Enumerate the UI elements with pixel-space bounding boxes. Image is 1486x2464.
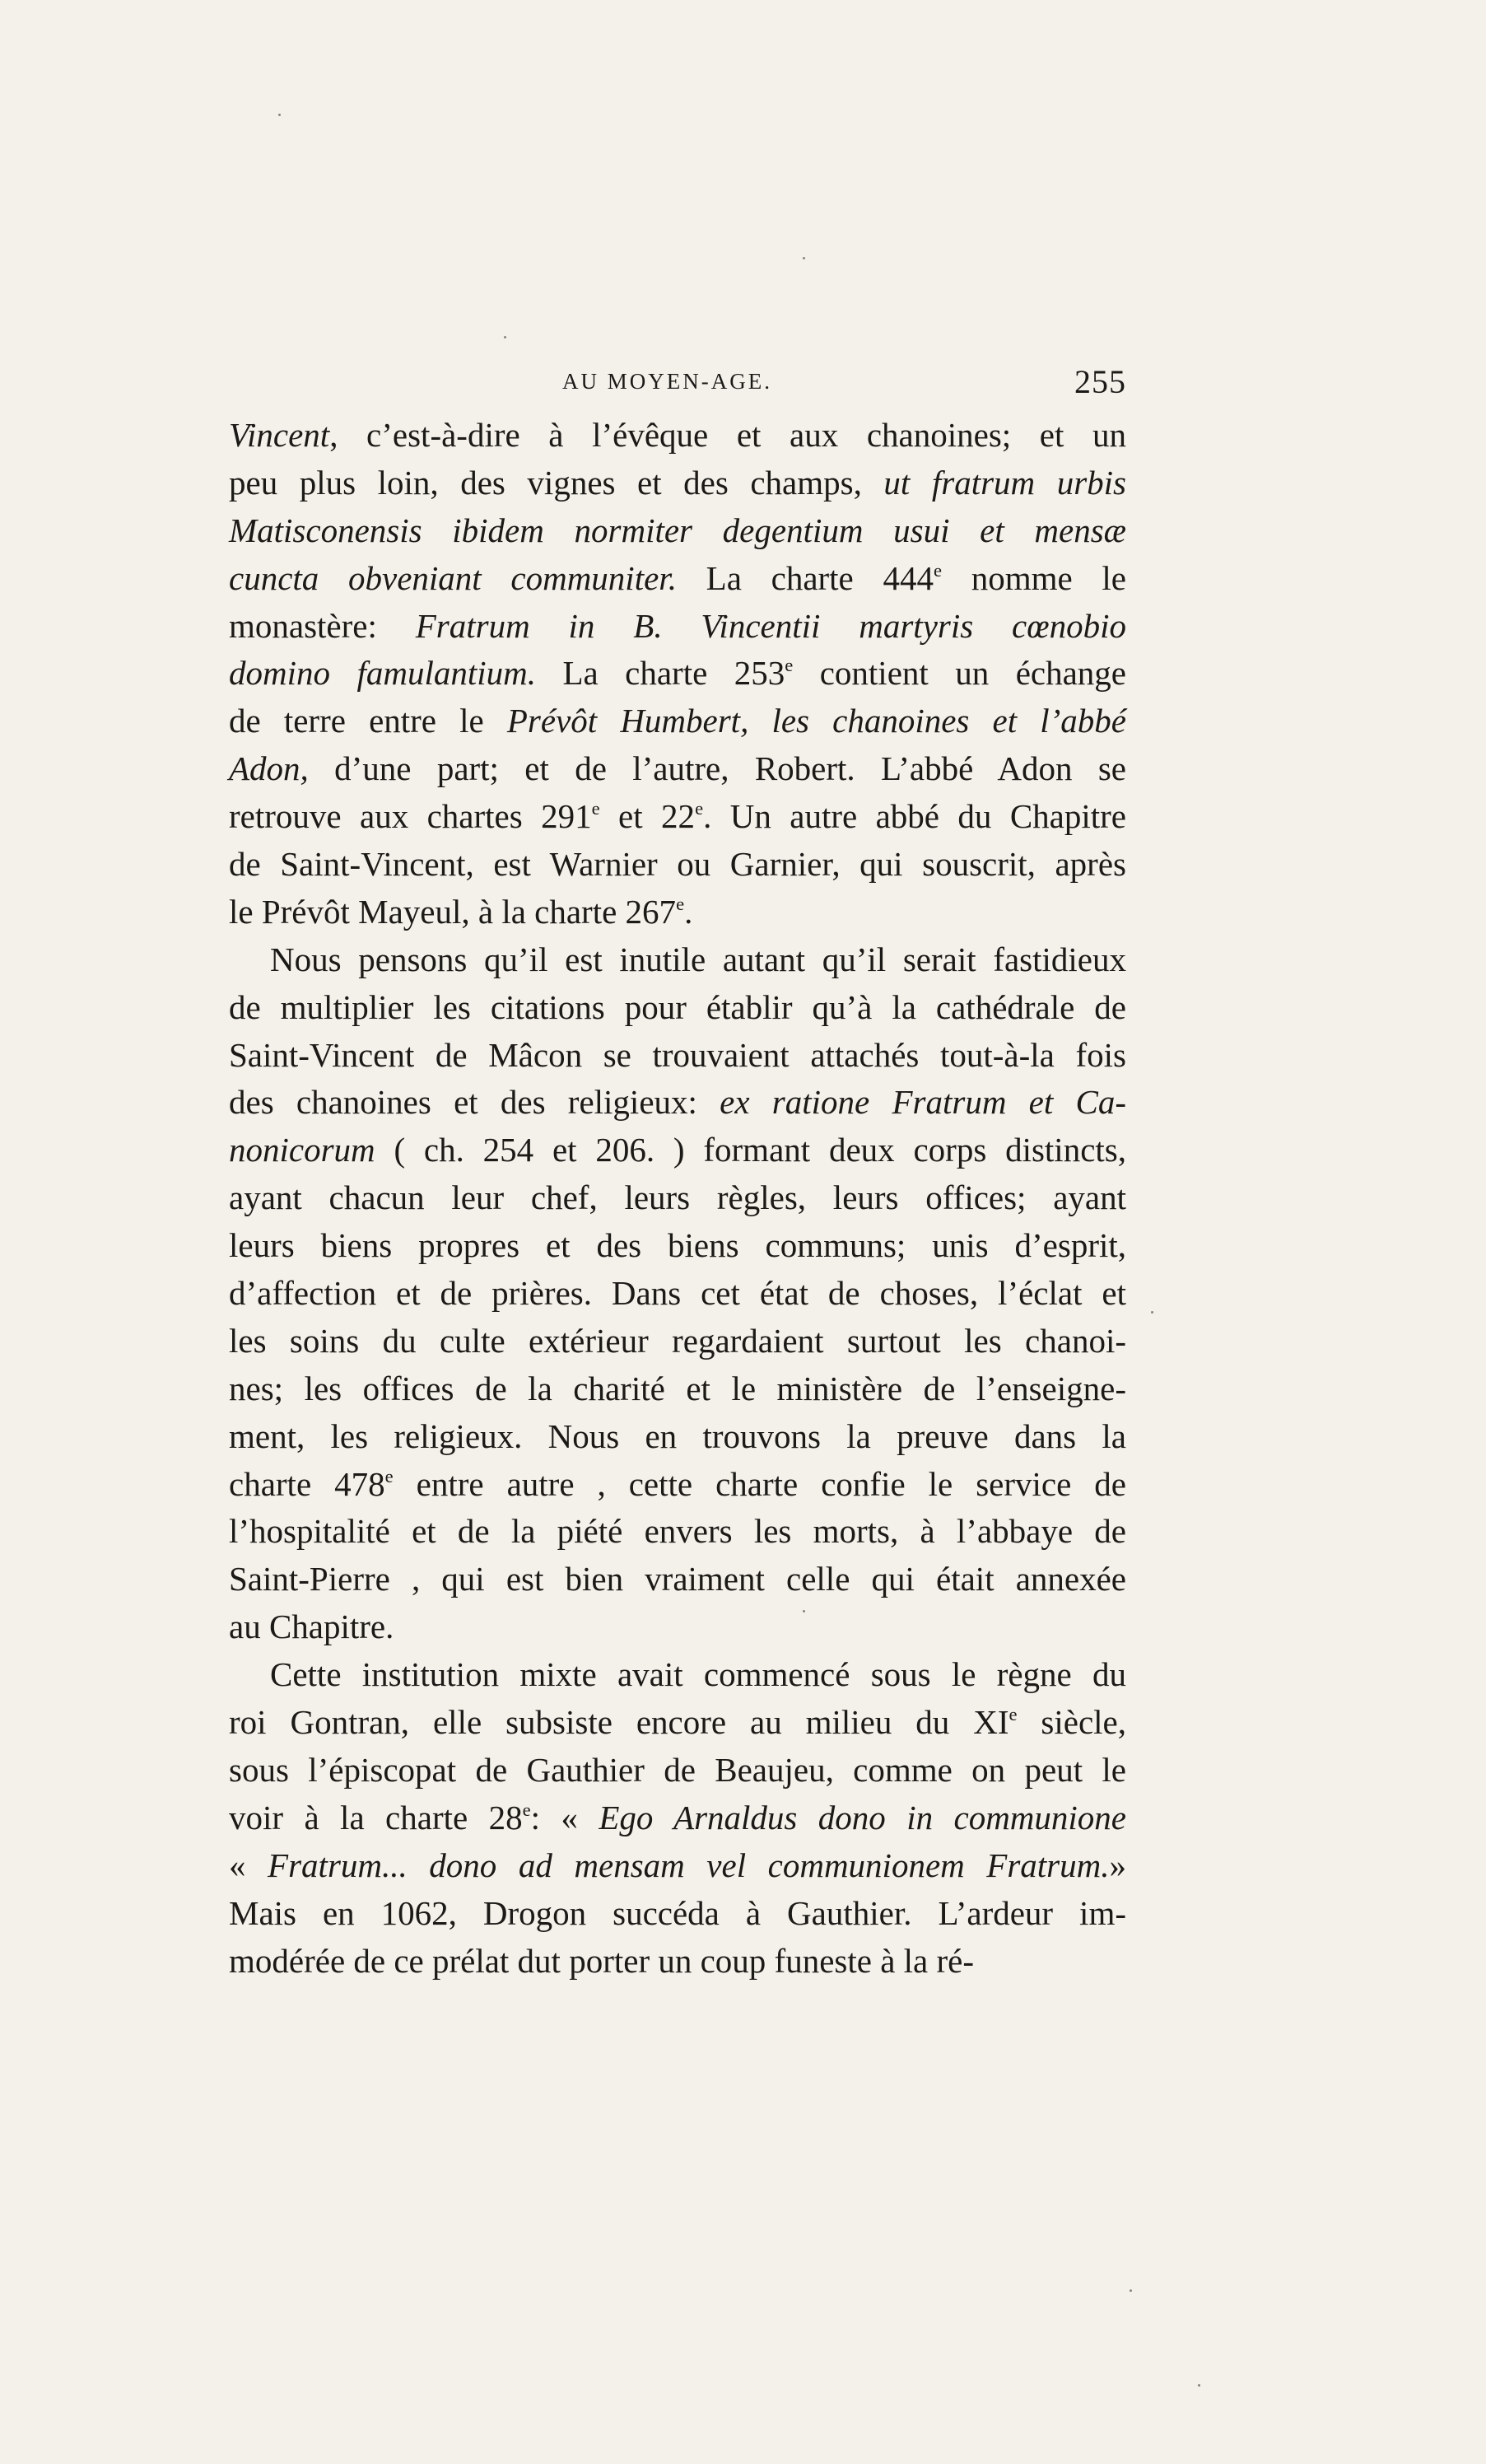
text-segment: La charte 253	[536, 654, 785, 693]
text-segment: La charte 444	[676, 558, 934, 597]
text-line	[229, 507, 1126, 555]
text-segment: voir à la charte 28	[229, 1798, 523, 1836]
ordinal-superscript: e	[591, 798, 600, 819]
text-line	[229, 889, 1126, 936]
latin-quotation: nonicorum	[229, 1131, 375, 1169]
text-line	[229, 603, 1126, 651]
latin-quotation: ex ratione Fratrum et Ca-	[720, 1083, 1126, 1122]
text-line	[229, 745, 1126, 793]
latin-quotation: Matisconensis ibidem normiter degentium usui et mensæ	[229, 511, 1126, 549]
paragraph	[229, 936, 1126, 1651]
text-segment: Nous pensons qu’il est inutile autant qu’il serait fastidieux	[270, 940, 1126, 978]
text-segment: Mais en 1062, Drogon succéda à Gauthier. L’ardeur im-	[229, 1893, 1126, 1932]
text-segment: Saint-Vincent de Mâcon se trouvaient attachés tout-à-la fois	[229, 1035, 1126, 1074]
running-head	[229, 362, 1126, 412]
text-line	[229, 793, 1126, 841]
text-line	[229, 984, 1126, 1032]
text-segment: l’hospitalité et de la piété envers les morts, à l’abbaye de	[229, 1512, 1126, 1551]
paper-speck	[1151, 1311, 1153, 1314]
text-segment: retrouve aux chartes 291	[229, 797, 592, 836]
text-line	[229, 1032, 1126, 1080]
paper-speck	[803, 257, 805, 259]
text-segment: . Un autre abbé du Chapitre	[703, 797, 1127, 836]
text-segment: sous l’épiscopat de Gauthier de Beaujeu, comme on peut le	[229, 1750, 1126, 1789]
paper-speck	[278, 114, 281, 116]
text-segment: roi Gontran, elle subsiste encore au milieu du XI	[229, 1703, 1009, 1742]
text-segment: peu plus loin, des vignes et des champs,	[229, 463, 884, 502]
latin-quotation: ut fratrum urbis	[883, 463, 1126, 502]
text-line	[229, 1794, 1126, 1842]
ordinal-superscript: e	[785, 655, 794, 676]
text-line	[229, 1651, 1126, 1699]
ordinal-superscript: e	[933, 559, 942, 581]
text-line	[229, 698, 1126, 745]
text-segment: modérée de ce prélat dut porter un coup funeste à la ré-	[229, 1941, 974, 1980]
text-line	[229, 1461, 1126, 1509]
text-segment: entre autre , cette charte confie le service de	[393, 1464, 1127, 1503]
text-line	[229, 412, 1126, 460]
body-text	[229, 412, 1126, 1985]
text-segment: Saint-Pierre , qui est bien vraiment celle qui était annexée	[229, 1560, 1126, 1598]
text-line	[229, 1603, 1126, 1651]
ordinal-superscript: e	[1009, 1704, 1018, 1725]
text-line	[229, 460, 1126, 507]
text-line	[229, 1079, 1126, 1127]
text-segment: les soins du culte extérieur regardaient surtout les chanoi-	[229, 1321, 1126, 1360]
text-line	[229, 1508, 1126, 1556]
text-segment: : «	[530, 1798, 599, 1836]
text-line	[229, 1413, 1126, 1461]
text-line	[229, 841, 1126, 889]
latin-quotation: Prévôt Humbert, les chanoines et l’abbé	[506, 702, 1127, 740]
text-segment: , c’est-à-dire à l’évêque et aux chanoines; et un	[329, 416, 1126, 454]
latin-quotation: Ego Arnaldus dono in communione	[599, 1798, 1126, 1836]
text-segment: de multiplier les citations pour établir qu’à la cathédrale de	[229, 987, 1126, 1026]
text-segment: ment, les religieux. Nous en trouvons la preuve dans la	[229, 1416, 1126, 1455]
text-segment: monastère:	[229, 606, 416, 645]
text-segment: leurs biens propres et des biens communs; unis d’esprit,	[229, 1226, 1126, 1265]
text-line	[229, 1318, 1126, 1365]
text-segment: charte 478	[229, 1464, 385, 1503]
text-segment: nes; les offices de la charité et le ministère de l’enseigne-	[229, 1369, 1126, 1407]
text-segment: Cette institution mixte avait commencé sous le règne du	[270, 1655, 1126, 1694]
latin-quotation: Vincent	[229, 416, 330, 454]
latin-quotation: Adon,	[229, 749, 309, 788]
text-line	[229, 650, 1126, 698]
text-line	[229, 1699, 1126, 1747]
text-line	[229, 1556, 1126, 1603]
latin-quotation: Fratrum... dono ad mensam vel communionem Fratrum.	[268, 1846, 1110, 1884]
ordinal-superscript: e	[695, 798, 704, 819]
text-segment: siècle,	[1017, 1703, 1126, 1742]
latin-quotation: domino famulantium.	[229, 654, 536, 693]
latin-quotation: cuncta obveniant communiter.	[229, 558, 677, 597]
ordinal-superscript: e	[676, 894, 685, 915]
text-segment: ayant chacun leur chef, leurs règles, leurs offices; ayant	[229, 1178, 1126, 1217]
text-line	[229, 1127, 1126, 1174]
text-segment: «	[229, 1846, 268, 1884]
text-line	[229, 1365, 1126, 1413]
text-segment: .	[684, 892, 693, 931]
paper-speck	[504, 336, 506, 338]
ordinal-superscript: e	[522, 1799, 531, 1821]
text-line	[229, 936, 1126, 984]
text-line	[229, 1842, 1126, 1890]
paragraph	[229, 412, 1126, 936]
text-segment: contient un échange	[793, 654, 1126, 693]
text-segment: de Saint-Vincent, est Warnier ou Garnier, qui souscrit, après	[229, 845, 1126, 884]
paper-speck	[803, 1610, 805, 1612]
paper-speck	[1130, 2289, 1132, 2292]
text-segment: ( ch. 254 et 206. ) formant deux corps distincts,	[375, 1131, 1126, 1169]
paper-speck	[1198, 2384, 1200, 2387]
text-segment: et 22	[599, 797, 696, 836]
running-title: AU MOYEN-AGE.	[562, 369, 772, 394]
text-segment: au Chapitre.	[229, 1608, 394, 1646]
text-segment: »	[1109, 1846, 1126, 1884]
text-segment: d’une part; et de l’autre, Robert. L’abbé Adon se	[308, 749, 1126, 788]
text-line	[229, 1174, 1126, 1222]
text-line	[229, 1222, 1126, 1270]
page-number: 255	[1074, 363, 1126, 400]
latin-quotation: Fratrum in B. Vincentii martyris cœnobio	[415, 606, 1126, 645]
text-line	[229, 1270, 1126, 1318]
text-line	[229, 1890, 1126, 1938]
paragraph	[229, 1651, 1126, 1985]
text-segment: d’affection et de prières. Dans cet état de choses, l’éclat et	[229, 1274, 1126, 1313]
text-segment: des chanoines et des religieux:	[229, 1083, 720, 1122]
text-line	[229, 1938, 1126, 1986]
text-segment: de terre entre le	[229, 702, 507, 740]
text-segment: le Prévôt Mayeul, à la charte 267	[229, 892, 677, 931]
ordinal-superscript: e	[384, 1465, 394, 1486]
text-line	[229, 1747, 1126, 1794]
text-line	[229, 555, 1126, 603]
text-segment: nomme le	[942, 558, 1126, 597]
